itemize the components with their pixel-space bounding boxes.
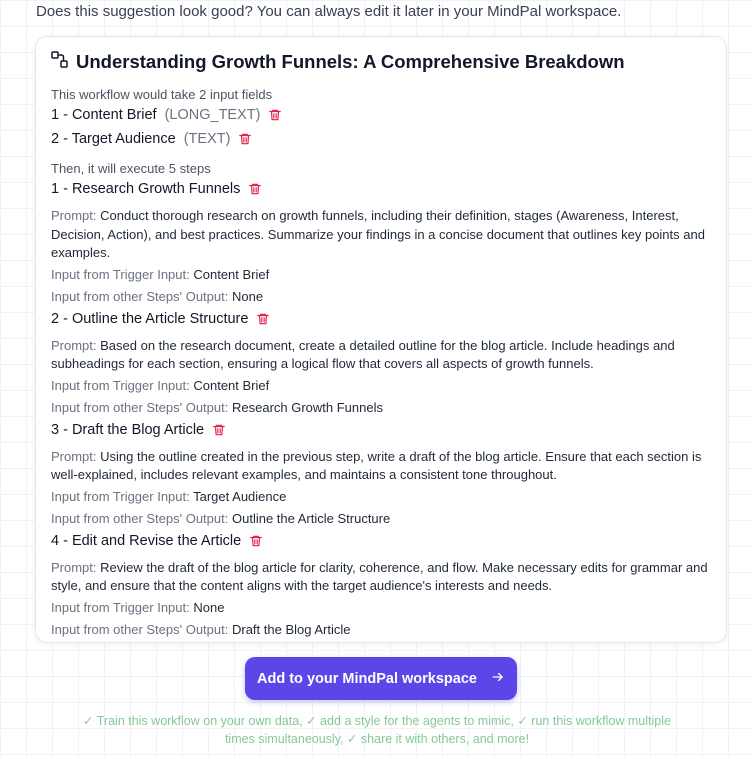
- add-to-workspace-label: Add to your MindPal workspace: [257, 670, 477, 687]
- prompt-text: Using the outline created in the previous step, write a draft of the blog article. Ensure that each section is well-explained, includes relevant examples, and maintains a consistent tone throughout.: [51, 448, 702, 482]
- prompt-label: Prompt:: [51, 208, 97, 223]
- other-steps-input: [51, 622, 711, 638]
- input-field-item: [51, 107, 711, 123]
- inputs-caption: This workflow would take 2 input fields: [51, 87, 273, 102]
- add-to-workspace-button[interactable]: [245, 657, 517, 700]
- input-field-type: (LONG_TEXT): [164, 107, 261, 123]
- trigger-input: [51, 600, 711, 616]
- trigger-label: Input from Trigger Input:: [51, 377, 190, 393]
- other-label: Input from other Steps' Output:: [51, 288, 229, 304]
- workflow-title: Understanding Growth Funnels: A Comprehensive Breakdown: [76, 51, 625, 72]
- step-title-row: [51, 422, 711, 438]
- step-prompt: [51, 207, 711, 263]
- arrow-right-icon: [491, 670, 505, 688]
- other-label: Input from other Steps' Output:: [51, 399, 229, 415]
- input-field-type: (TEXT): [183, 131, 231, 147]
- trigger-input: [51, 489, 711, 505]
- trigger-input: [51, 267, 711, 283]
- steps-caption: Then, it will execute 5 steps: [51, 161, 211, 176]
- step-title-row: [51, 181, 711, 197]
- workflow-card: [35, 36, 727, 643]
- other-steps-input: [51, 400, 711, 416]
- prompt-label: Prompt:: [51, 337, 97, 353]
- trigger-label: Input from Trigger Input:: [51, 599, 190, 615]
- prompt-text: Conduct thorough research on growth funnels, including their definition, stages (Awareness, Interest, Decision, Action), and best practices. Summarize your findings in a concise document that outlines key points and examples.: [51, 208, 705, 260]
- step-item: [51, 181, 711, 305]
- step-item: [51, 533, 711, 638]
- other-value: Outline the Article Structure: [231, 510, 391, 526]
- feature-list: ✓ Train this workflow on your own data, ✓ add a style for the agents to mimic, ✓ run this workflow multiple times simultaneously, ✓ share it with others, and more!: [83, 714, 671, 746]
- trash-icon[interactable]: [248, 182, 262, 196]
- prompt-label: Prompt:: [51, 448, 97, 464]
- step-prompt: [51, 337, 711, 374]
- input-field-label: 2 - Target Audience: [51, 131, 176, 147]
- trash-icon[interactable]: [212, 423, 226, 437]
- trash-icon[interactable]: [238, 132, 252, 146]
- step-prompt: [51, 559, 711, 596]
- trash-icon[interactable]: [268, 108, 282, 122]
- trash-icon[interactable]: [256, 312, 270, 326]
- other-value: None: [231, 288, 264, 304]
- trigger-value: Content Brief: [193, 377, 270, 393]
- step-title: 2 - Outline the Article Structure: [51, 310, 249, 327]
- step-title-row: [51, 311, 711, 327]
- trigger-input: [51, 378, 711, 394]
- trash-icon[interactable]: [249, 534, 263, 548]
- step-title: 4 - Edit and Revise the Article: [51, 532, 242, 549]
- step-title: 3 - Draft the Blog Article: [51, 421, 205, 438]
- workflow-icon: [51, 51, 68, 73]
- other-value: Draft the Blog Article: [231, 621, 351, 637]
- trigger-value: Content Brief: [193, 266, 270, 282]
- other-label: Input from other Steps' Output:: [51, 510, 229, 526]
- other-steps-input: [51, 289, 711, 305]
- step-item: [51, 422, 711, 527]
- prompt-text: Review the draft of the blog article for clarity, coherence, and flow. Make necessary edits for grammar and style, and ensure that the content aligns with the target audience's interests and needs.: [51, 559, 708, 593]
- step-prompt: [51, 448, 711, 485]
- step-title-row: [51, 533, 711, 549]
- trigger-value: None: [193, 599, 225, 615]
- suggestion-question: Does this suggestion look good? You can always edit it later in your MindPal workspace.: [36, 3, 622, 20]
- prompt-text: Based on the research document, create a detailed outline for the blog article. Include headings and subheadings for each section, ensuring a logical flow that covers all aspects of growth funnels.: [51, 337, 675, 371]
- other-value: Research Growth Funnels: [231, 399, 383, 415]
- input-field-item: [51, 131, 711, 147]
- prompt-label: Prompt:: [51, 559, 97, 575]
- workflow-header: [51, 51, 711, 73]
- other-label: Input from other Steps' Output:: [51, 621, 229, 637]
- step-title: 1 - Research Growth Funnels: [51, 181, 241, 197]
- other-steps-input: [51, 511, 711, 527]
- input-field-label: 1 - Content Brief: [51, 107, 157, 123]
- trigger-value: Target Audience: [193, 488, 287, 504]
- step-item: [51, 311, 711, 416]
- trigger-label: Input from Trigger Input:: [51, 488, 190, 504]
- trigger-label: Input from Trigger Input:: [51, 266, 190, 282]
